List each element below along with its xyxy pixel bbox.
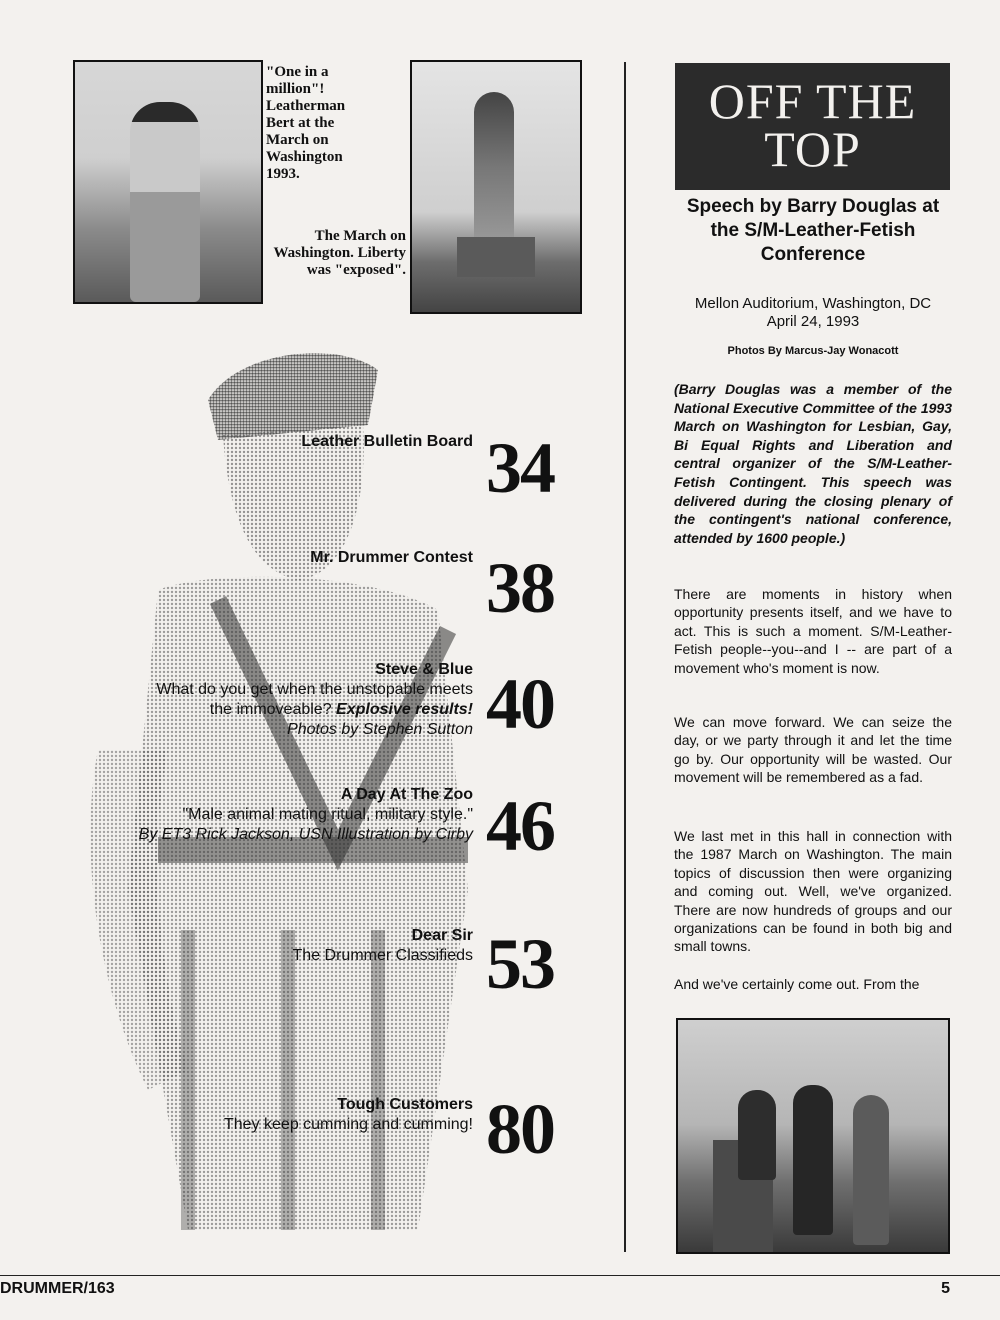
entry-description-line: They keep cumming and cumming! [224, 1116, 473, 1133]
entry-page-number: 40 [486, 664, 554, 744]
speech-intro: (Barry Douglas was a member of the National Executive Committee of the 1993 March on Washington for Lesbian, Gay, Bi Equal Rights and Liberation and central organizer of the S/M-Leather-Fetish Contingent. This speech was delivered during the closing plenary of the contingent's national conference, attended by 1600 people.) [674, 381, 952, 546]
entry-heading: Dear Sir [411, 927, 473, 944]
entry-heading: Steve & Blue [375, 661, 473, 678]
speech-title: Speech by Barry Douglas at the S/M-Leather-Fetish Conference [686, 196, 940, 265]
off-the-top-banner: OFF THE TOP [675, 63, 950, 190]
speech-venue: Mellon Auditorium, Washington, DC April 24, 1993 [694, 295, 932, 330]
entry-description-line: "Male animal mating ritual, military style." [182, 806, 473, 823]
entry-description-line: What do you get when the unstopable meets [156, 681, 473, 698]
entry-page-number: 53 [486, 924, 554, 1004]
entry-heading: Mr. Drummer Contest [310, 549, 473, 566]
entry-description [293, 946, 473, 966]
entry-page-number: 46 [486, 786, 554, 866]
photo-statue-of-liberty [410, 60, 582, 314]
entry-page-number: 80 [486, 1089, 554, 1169]
column-divider [624, 62, 626, 1252]
body-paragraph: And we've certainly come out. From the [674, 976, 920, 992]
entry-description-line: Photos by Stephen Sutton [287, 721, 473, 738]
entry-page-number: 34 [486, 428, 554, 508]
entry-heading: Tough Customers [337, 1096, 473, 1113]
entry-description-line: By ET3 Rick Jackson, USN Illustration by Cirby [138, 826, 473, 843]
caption-bert: "One in a million"! Leatherman Bert at the March on Washington 1993. [266, 64, 346, 182]
body-paragraph: There are moments in history when opportunity presents itself, and we have to act. This is such a moment. S/M-Leather-Fetish people--you--and I -- are part of a movement who's moment is now. [674, 586, 952, 676]
body-paragraph: We can move forward. We can seize the day, or we party through it and let the time go by. Our opportunity will be wasted. Our movement will be remembered as a fad. [674, 714, 952, 786]
entry-page-number: 38 [486, 548, 554, 628]
entry-heading: Leather Bulletin Board [301, 433, 473, 450]
photo-credit: Photos By Marcus-Jay Wonacott [727, 345, 899, 357]
footer-rule [0, 1275, 1000, 1276]
photo-leatherman-bert [73, 60, 263, 304]
body-paragraph: We last met in this hall in connection with the 1987 March on Washington. The main topics of discussion then were organizing and coming out. Well, we've organized. There are now hundreds of groups and our organizations can be found in both big and small towns. [674, 828, 952, 955]
entry-description [156, 680, 473, 740]
entry-heading: A Day At The Zoo [340, 786, 473, 803]
entry-description-line: the immoveable? Explosive results! [209, 701, 473, 718]
magazine-issue: DRUMMER/163 [0, 1280, 115, 1297]
caption-march: The March on Washington. Liberty was "exposed". [273, 228, 406, 278]
photo-speakers-at-podium [676, 1018, 950, 1254]
entry-description [224, 1115, 473, 1135]
entry-description-line: The Drummer Classifieds [292, 947, 473, 964]
page-number: 5 [941, 1280, 950, 1297]
entry-description [139, 805, 473, 845]
